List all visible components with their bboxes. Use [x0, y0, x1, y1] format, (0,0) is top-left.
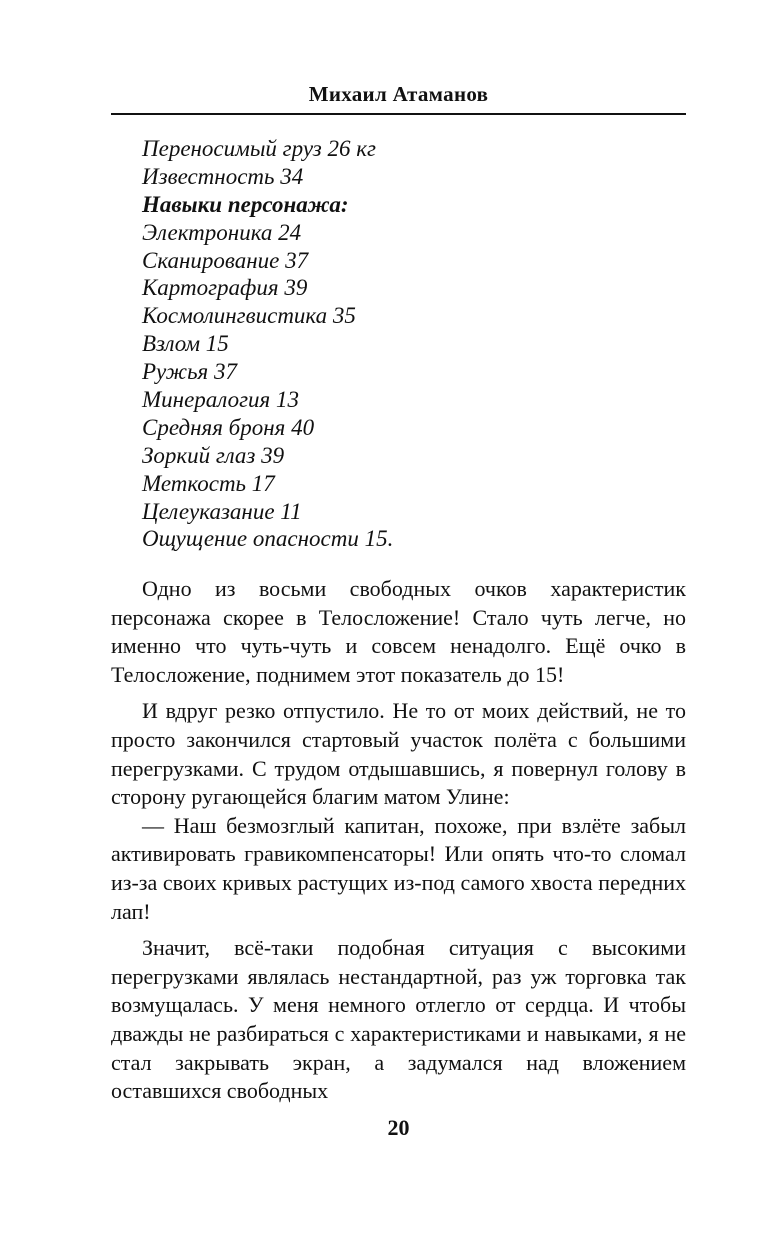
paragraph: И вдруг резко отпустило. Не то от моих действий, не то просто закончился стартовый участок полёта с большими перегрузками. С трудом отдышавшись, я повернул голову в сторону ругающейся благим матом Улине:	[111, 698, 686, 810]
stat-line: Ощущение опасности 15.	[142, 526, 394, 552]
stat-line: Взлом 15	[142, 331, 229, 357]
page-number: 20	[387, 1115, 410, 1140]
stat-line: Средняя броня 40	[142, 414, 315, 440]
dialogue-paragraph: — Наш безмозглый капитан, похоже, при взлёте забыл активировать гравикомпенсаторы! Или опять что-то сломал из-за своих кривых растущих из-под самого хвоста передних лап!	[111, 812, 686, 924]
running-header-author: Михаил Атаманов	[308, 82, 489, 106]
stat-line: Переносимый груз 26 кг	[142, 136, 376, 161]
stat-line: Космолингвистика 35	[142, 303, 356, 329]
stat-line: Ружья 37	[142, 359, 237, 385]
stat-line: Картография 39	[142, 275, 308, 301]
stat-line: Зоркий глаз 39	[142, 442, 285, 468]
stat-line: Минералогия 13	[142, 387, 300, 413]
stat-line: Известность 34	[142, 163, 304, 189]
stat-line: Электроника 24	[142, 219, 302, 245]
stat-line: Целеуказание 11	[142, 498, 302, 524]
stat-line: Меткость 17	[142, 470, 275, 496]
paragraph: Значит, всё-таки подобная ситуация с высокими перегрузками являлась нестандартной, раз уж торговка так возмущалась. У меня немного отлегло от сердца. И чтобы дважды не разбираться с характеристиками и навыками, я не стал закрывать экран, а задумался над вложением оставшихся свободных	[111, 935, 686, 1104]
header-divider	[111, 113, 686, 115]
stat-line: Сканирование 37	[142, 247, 309, 273]
book-page	[111, 0, 686, 1240]
character-stats-list	[142, 135, 682, 553]
paragraph: Одно из восьми свободных очков характеристик персонажа скорее в Телосложение! Стало чуть легче, но именно что чуть-чуть и совсем ненадолго. Ещё очко в Телосложение, поднимем этот показатель до 15!	[111, 576, 686, 687]
body-text	[111, 575, 686, 1106]
stats-section-heading: Навыки персонажа:	[142, 191, 349, 217]
